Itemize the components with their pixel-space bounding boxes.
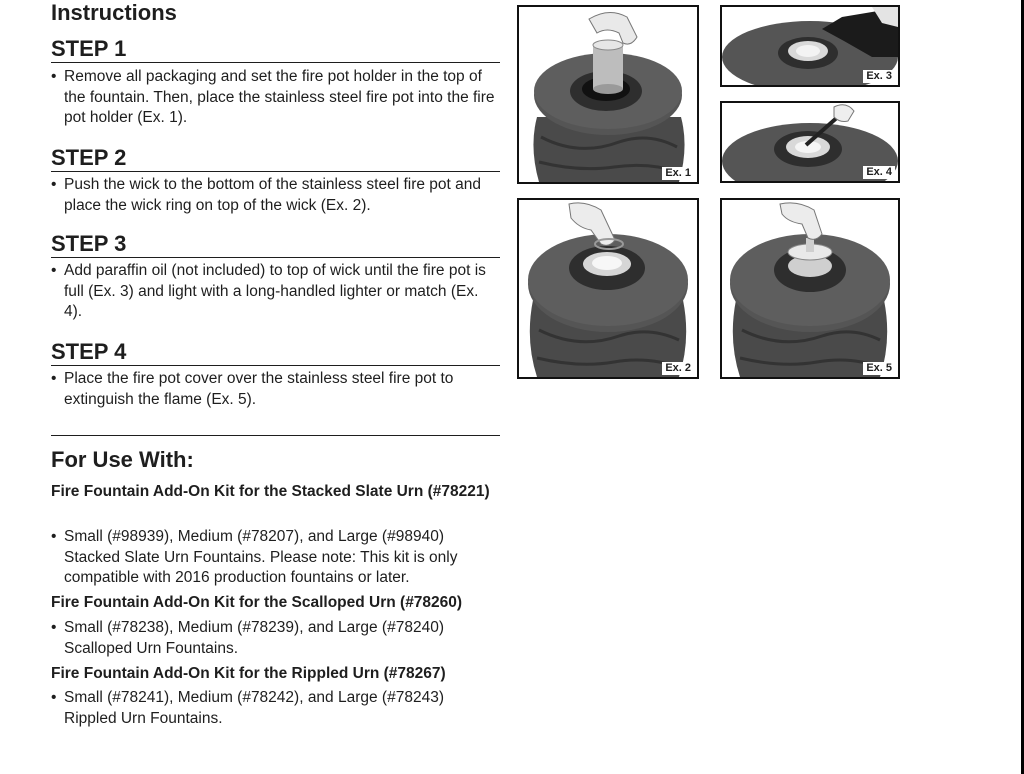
- kit-2-text: Small (#78238), Medium (#78239), and Large (#78240) Scalloped Urn Fountains.: [64, 619, 444, 657]
- example-5-image: [720, 198, 900, 379]
- kit-1-body: [51, 527, 500, 589]
- example-3-label: Ex. 3: [863, 70, 895, 83]
- step-1-body: [51, 67, 500, 129]
- step-2-body: [51, 175, 500, 216]
- example-3-image: [720, 5, 900, 87]
- step-2-text: Push the wick to the bottom of the stainless steel fire pot and place the wick ring on top of the wick (Ex. 2).: [64, 176, 482, 214]
- bullet-glyph: •: [51, 528, 57, 545]
- example-2-label: Ex. 2: [662, 362, 694, 375]
- step-3-body: [51, 261, 500, 323]
- kit-2-title: Fire Fountain Add-On Kit for the Scalloped Urn (#78260): [51, 594, 463, 611]
- page-title: Instructions: [51, 0, 177, 25]
- example-1-image: [517, 5, 699, 184]
- section-divider: [51, 435, 500, 436]
- bullet-glyph: •: [51, 370, 57, 387]
- bullet-glyph: •: [51, 176, 57, 193]
- example-2-image: [517, 198, 699, 379]
- wick-ring-illustration: [519, 200, 697, 377]
- step-1-text: Remove all packaging and set the fire pot holder in the top of the fountain. Then, place the stainless steel fire pot into the fire pot holder (Ex. 1).: [64, 68, 495, 126]
- kit-1-title: Fire Fountain Add-On Kit for the Stacked Slate Urn (#78221): [51, 483, 490, 500]
- fire-pot-cover-illustration: [722, 200, 898, 377]
- step-4-text: Place the fire pot cover over the stainless steel fire pot to extinguish the flame (Ex. 5).: [64, 370, 454, 408]
- example-1-label: Ex. 1: [662, 167, 694, 180]
- bullet-glyph: •: [51, 68, 57, 85]
- example-4-label: Ex. 4: [863, 166, 895, 179]
- kit-1-text: Small (#98939), Medium (#78207), and Large (#98940) Stacked Slate Urn Fountains. Please note: This kit is only compatible with 2016 production fountains or later.: [64, 528, 458, 586]
- bullet-glyph: •: [51, 619, 57, 636]
- step-1-heading: STEP 1: [51, 36, 500, 63]
- for-use-with-heading: For Use With:: [51, 447, 194, 472]
- example-5-label: Ex. 5: [863, 362, 895, 375]
- kit-2-body: [51, 618, 500, 659]
- step-4-body: [51, 369, 500, 410]
- step-2-heading: STEP 2: [51, 145, 500, 172]
- step-3-text: Add paraffin oil (not included) to top of wick until the fire pot is full (Ex. 3) and light with a long-handled lighter or match (Ex. 4).: [64, 262, 486, 320]
- kit-3-body: [51, 688, 500, 729]
- kit-3-title: Fire Fountain Add-On Kit for the Rippled Urn (#78267): [51, 665, 446, 682]
- kit-3-text: Small (#78241), Medium (#78242), and Large (#78243) Rippled Urn Fountains.: [64, 689, 444, 727]
- urn-fire-pot-illustration: [519, 7, 697, 182]
- bullet-glyph: •: [51, 689, 57, 706]
- step-3-heading: STEP 3: [51, 231, 500, 258]
- step-4-heading: STEP 4: [51, 339, 500, 366]
- bullet-glyph: •: [51, 262, 57, 279]
- example-4-image: [720, 101, 900, 183]
